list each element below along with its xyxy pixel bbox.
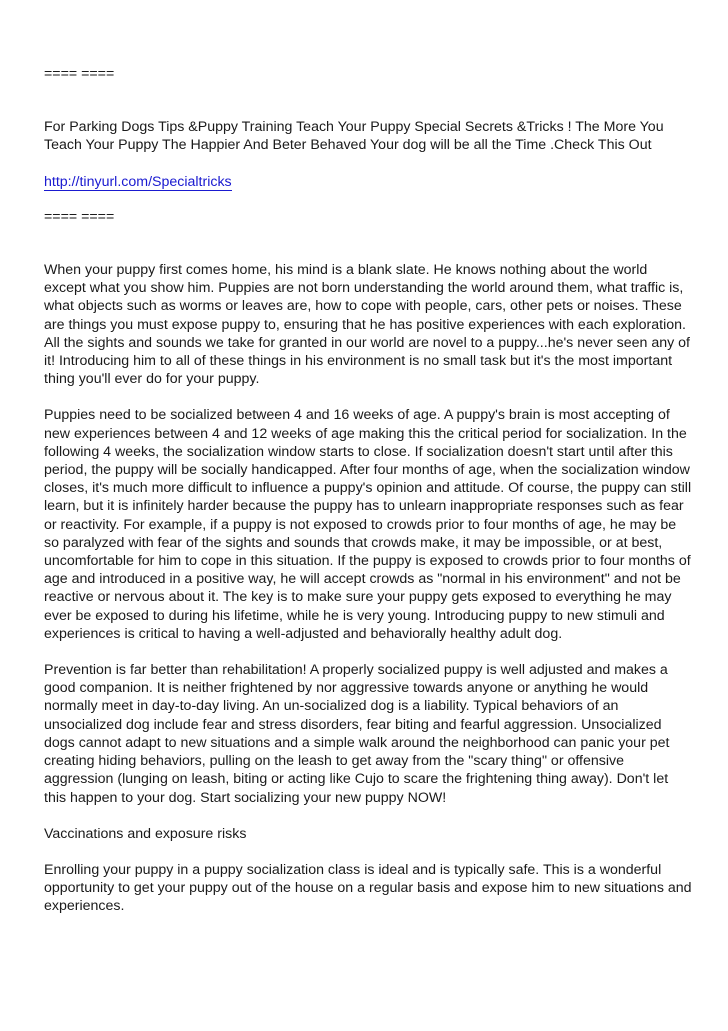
separator-top: ==== ==== [44, 66, 115, 82]
paragraph-enrolling: Enrolling your puppy in a puppy socialization class is ideal and is typically safe. This is a wonderful opportunity to get your puppy out of the house on a regular basis and expose him to new situations and experiences. [44, 861, 692, 915]
promo-link[interactable]: http://tinyurl.com/Specialtricks [44, 173, 232, 190]
article-body [44, 261, 692, 916]
promo-text: For Parking Dogs Tips &Puppy Training Teach Your Puppy Special Secrets &Tricks ! The More You Teach Your Puppy The Happier And Beter Behaved Your dog will be all the Time .Check This Out [44, 119, 664, 154]
paragraph-prevention: Prevention is far better than rehabilitation! A properly socialized puppy is well adjusted and makes a good companion. It is neither frightened by nor aggressive towards anyone or anything he would normally meet in day-to-day living. An un-socialized dog is a liability. Typical behaviors of an unsocialized dog include fear and stress disorders, fear biting and fearful aggression. Unsocialized dogs cannot adapt to new situations and a simple walk around the neighborhood can panic your pet creating hiding behaviors, pulling on the leash to get away from the "scary thing" or offensive aggression (lunging on leash, biting or acting like Cujo to scare the frightening thing away). Don't let this happen to your dog. Start socializing your new puppy NOW! [44, 662, 670, 806]
document-page [44, 65, 692, 934]
separator-bottom: ==== ==== [44, 209, 115, 226]
paragraph-intro: When your puppy first comes home, his mind is a blank slate. He knows nothing about the world except what you show him. Puppies are not born understanding the world around them, what traffic is, what objects such as worms or leaves are, how to cope with people, cars, other pets or noises. These are things you must expose puppy to, ensuring that he has positive experiences with each exploration. All the sights and sounds we take for granted in our world are novel to a puppy...he's never seen any of it! Introducing him to all of these things in his environment is no small task but it's the most important thing you'll ever do for your puppy. [44, 262, 691, 388]
section-heading: Vaccinations and exposure risks [44, 825, 247, 842]
promo-block [44, 100, 692, 191]
paragraph-socialization-window: Puppies need to be socialized between 4 and 16 weeks of age. A puppy's brain is most accepting of new experiences between 4 and 12 weeks of age making this the critical period for socialization. In the following 4 weeks, the socialization window starts to close. If socialization doesn't start until after this period, the puppy will be socially handicapped. After four months of age, when the socialization window closes, it's much more difficult to influence a puppy's opinion and attitude. Of course, the puppy can still learn, but it is infinitely harder because the puppy has to unlearn inappropriate responses such as fear or reactivity. For example, if a puppy is not exposed to crowds prior to four months of age, he may be so paralyzed with fear of the sights and sounds that crowds make, it may be impossible, or at best, uncomfortable for him to cope in this situation. If the puppy is exposed to crowds prior to four months of age and introduced in a positive way, he will accept crowds as "normal in his environment" and not be reactive or nervous about it. The key is to make sure your puppy gets exposed to everything he may ever be exposed to during his lifetime, while he is very young. Introducing puppy to new stimuli and experiences is critical to having a well-adjusted and behaviorally healthy adult dog. [44, 407, 692, 642]
